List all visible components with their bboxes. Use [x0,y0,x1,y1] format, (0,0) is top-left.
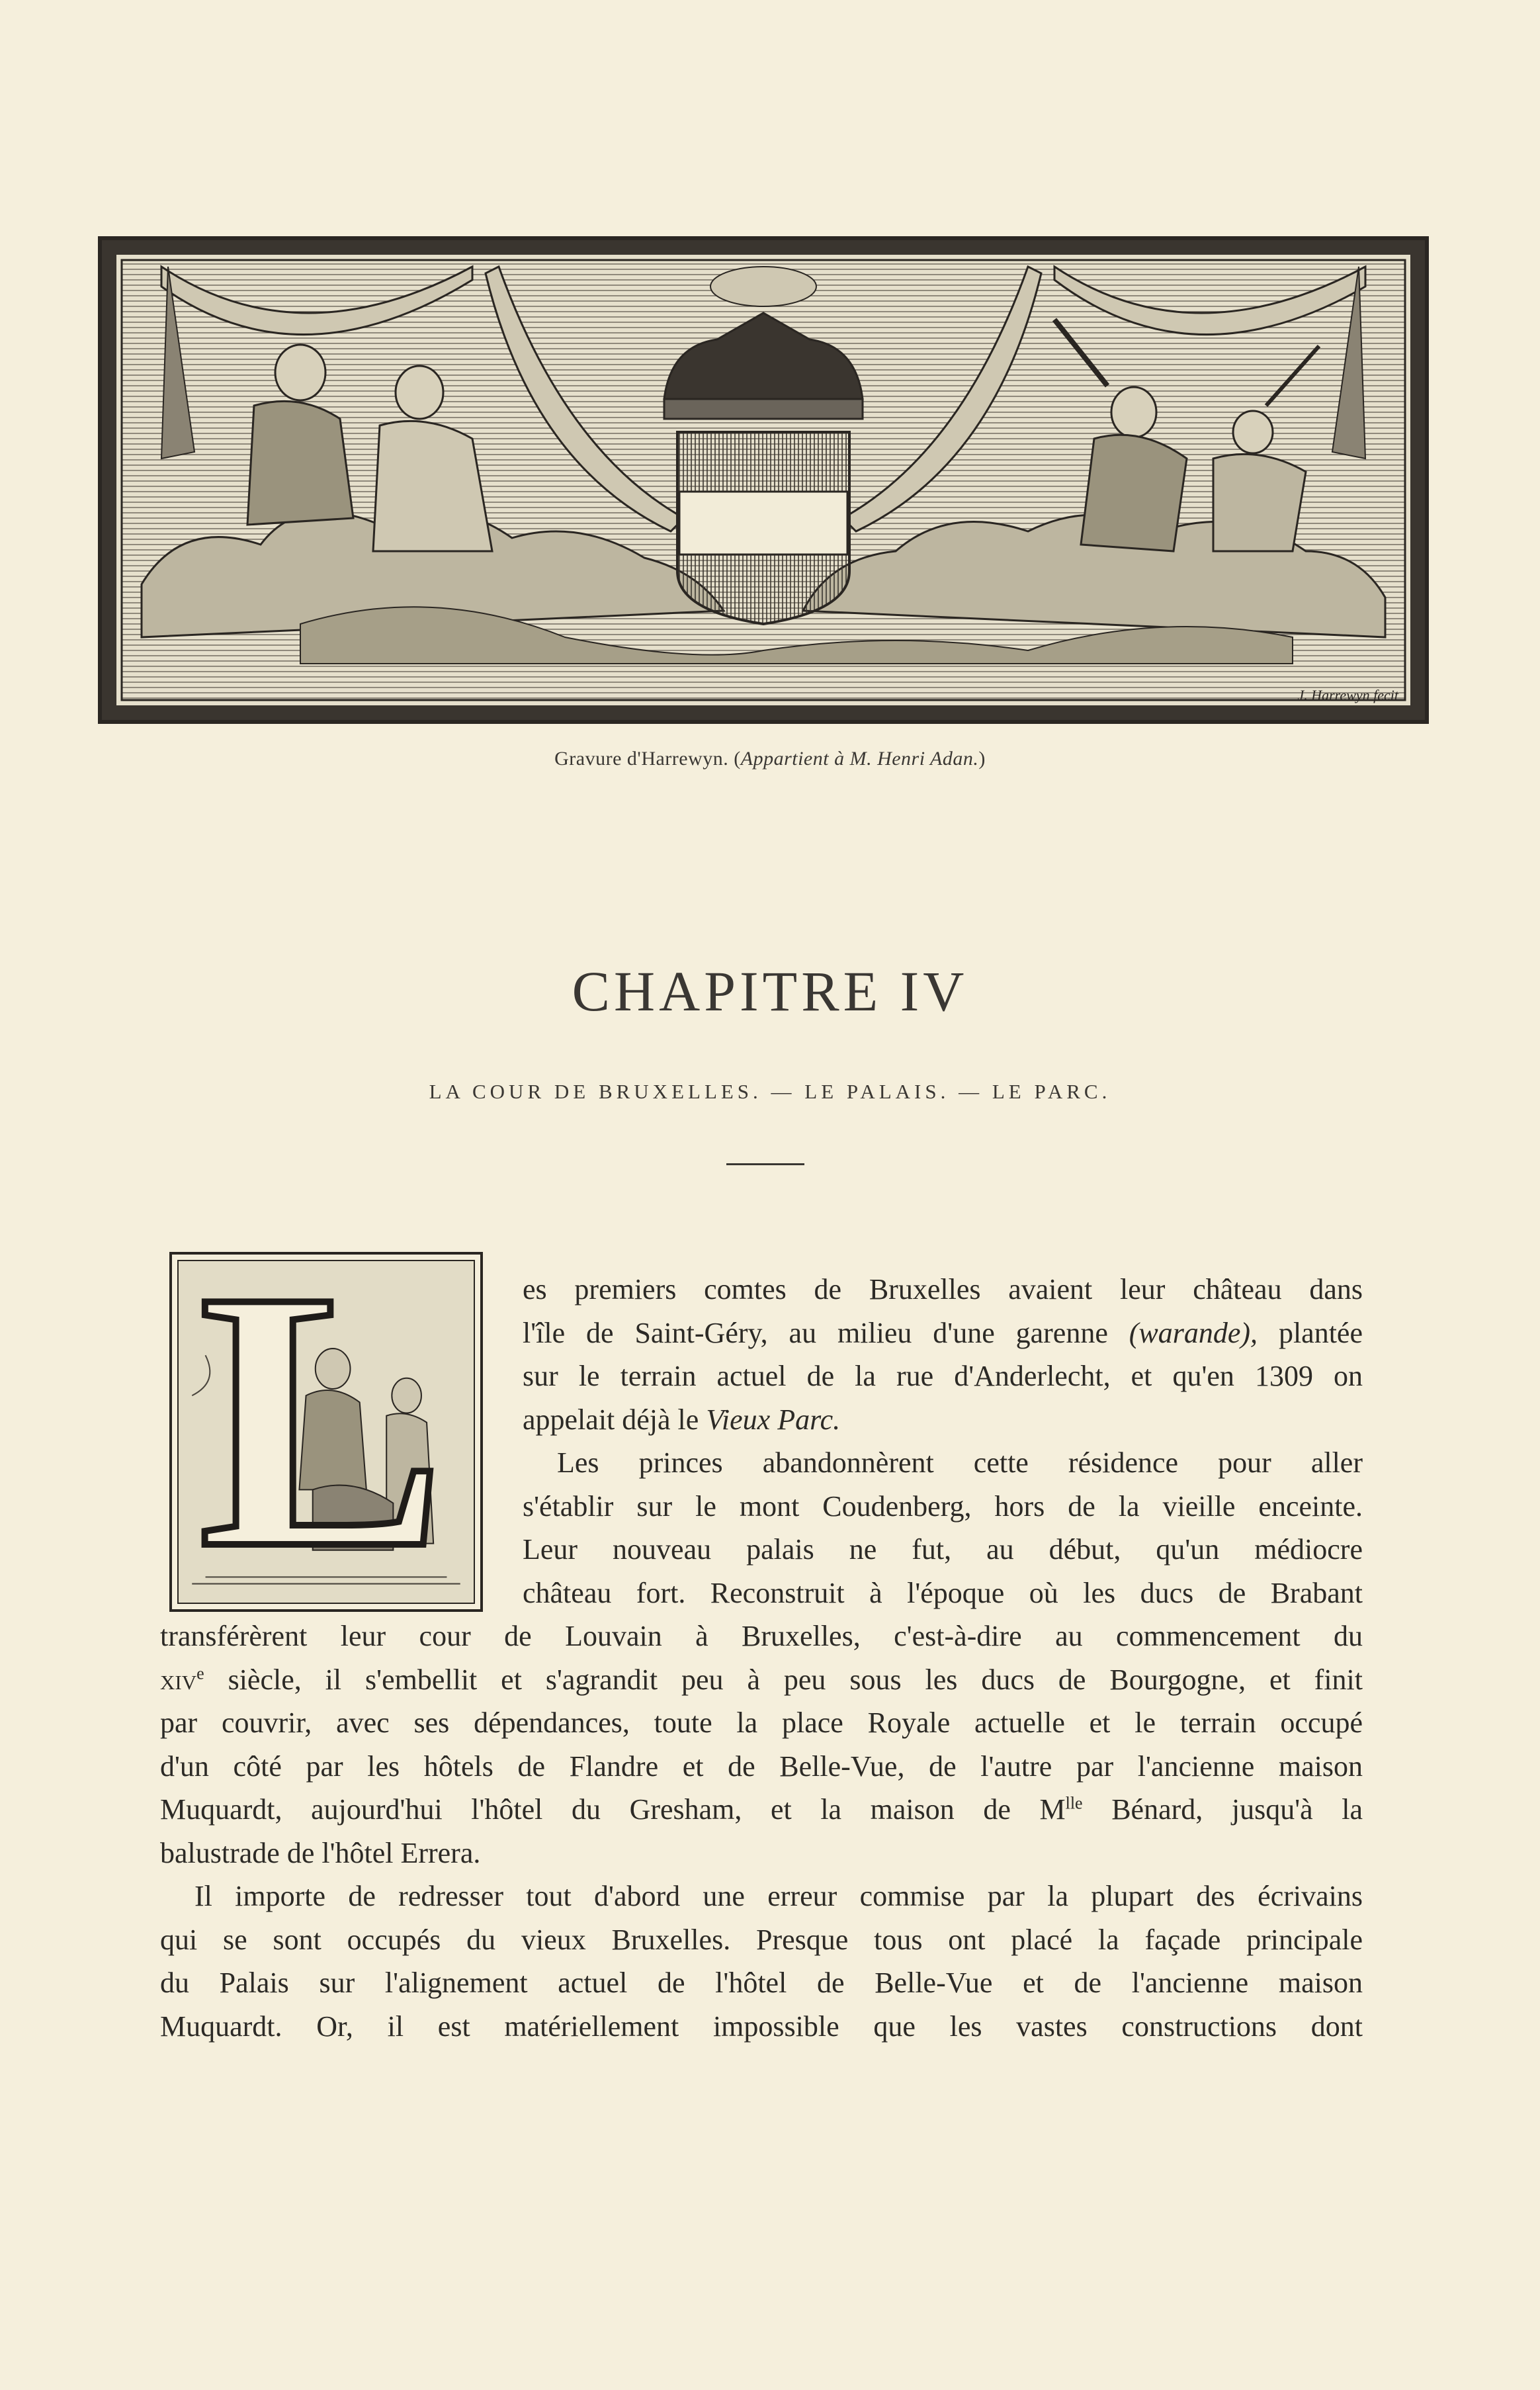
text-line [523,1398,1363,1442]
engraving-art [102,240,1425,720]
text-column-narrow [523,1268,1363,1615]
text-fragment: plantée [1258,1316,1363,1349]
engraving-illustration [98,236,1429,724]
text-line: Les princes abandonnèrent cette résidence pour aller [557,1446,1363,1479]
drop-cap-illustration [177,1260,475,1604]
text-line: Leur nouveau palais ne fut, au début, qu'un médiocre [523,1533,1363,1566]
text-line: es premiers comtes de Bruxelles avaient leur château dans [523,1273,1363,1306]
chapter-subtitle: LA COUR DE BRUXELLES. — LE PALAIS. — LE PARC. [429,1080,1111,1103]
text-fragment: l'île de Saint-Géry, au milieu d'une garenne [523,1316,1129,1349]
text-line [160,1788,1363,1832]
century-numeral: xiv [160,1663,197,1696]
text-fragment: Bénard, jusqu'à la [1082,1793,1363,1826]
italic-term: (warande), [1129,1316,1258,1349]
drop-cap-letter: L [198,1260,446,1604]
text-line: transférèrent leur cour de Louvain à Bruxelles, c'est-à-dire au commencement du [160,1620,1363,1652]
text-fragment: appelait déjà le [523,1403,706,1436]
chapter-title: CHAPITRE IV [572,959,968,1023]
text-line: Il importe de redresser tout d'abord une erreur commise par la plupart des écrivains [194,1880,1363,1912]
italic-term: Vieux Parc. [706,1403,841,1436]
text-line [160,1658,1363,1702]
text-column-wide [160,1615,1363,2048]
text-line: qui se sont occupés du vieux Bruxelles. Presque tous ont placé la façade principale [160,1923,1363,1956]
section-divider [726,1163,804,1165]
drop-cap [169,1252,483,1612]
caption-prefix: Gravure d'Harrewyn. ( [554,748,741,770]
text-line: Muquardt. Or, il est matériellement impossible que les vastes constructions dont [160,2010,1363,2043]
text-line: sur le terrain actuel de la rue d'Anderlecht, et qu'en 1309 on [523,1360,1363,1392]
engraving-caption [0,748,1540,770]
engraver-signature: J. Harrewyn fecit [1297,687,1398,703]
text-line [523,1311,1363,1355]
text-line: du Palais sur l'alignement actuel de l'hôtel de Belle-Vue et de l'ancienne maison [160,1967,1363,1999]
text-line: par couvrir, avec ses dépendances, toute la place Royale actuelle et le terrain occupé [160,1706,1363,1739]
text-line: d'un côté par les hôtels de Flandre et de Belle-Vue, de l'autre par l'ancienne maison [160,1749,1363,1783]
century-superscript: e [196,1663,204,1683]
caption-suffix: ) [978,748,986,770]
text-line: balustrade de l'hôtel Errera. [160,1836,481,1869]
text-line: château fort. Reconstruit à l'époque où les ducs de Brabant [523,1576,1363,1609]
mlle-superscript: lle [1065,1793,1083,1813]
text-fragment: siècle, il s'embellit et s'agrandit peu à peu sous les ducs de Bourgogne, et finit [228,1663,1363,1696]
caption-italic: Appartient à M. Henri Adan. [740,748,979,770]
text-line: s'établir sur le mont Coudenberg, hors de la vieille enceinte. [523,1489,1363,1523]
mlle-abbrev: M [1039,1793,1066,1826]
text-fragment: Muquardt, aujourd'hui l'hôtel du Gresham, et la maison de [160,1793,1040,1826]
